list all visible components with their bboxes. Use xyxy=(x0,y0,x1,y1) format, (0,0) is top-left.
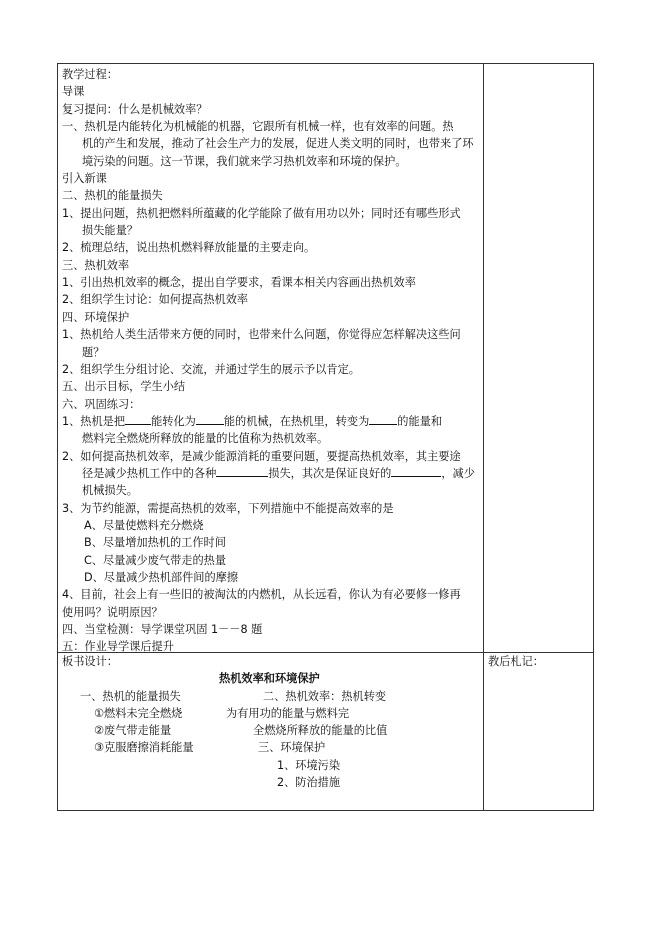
board-section-2: 二、热机效率：热机转变 xyxy=(263,690,387,703)
question-1 xyxy=(62,413,480,430)
option-b: B、尽量增加热机的工作时间 xyxy=(84,536,226,550)
question-4: 4、目前，社会上有一些旧的被淘汰的内燃机，从长远看，你认为有必要修一修再 xyxy=(62,588,461,602)
board-section-2-line: 全燃烧所释放的能量的比值 xyxy=(253,724,388,737)
question-4-cont: 使用吗？说明原因？ xyxy=(62,605,163,619)
answer-blank xyxy=(196,413,224,425)
text-line: 二、热机的能量损失 xyxy=(62,189,163,203)
column-divider xyxy=(483,64,484,810)
answer-blank xyxy=(391,465,441,477)
board-item: ②废气带走能量 xyxy=(94,724,172,737)
board-label: 板书设计： xyxy=(62,655,118,668)
text-line: 1、提出问题，热机把燃料所蕴藏的化学能除了做有用功以外；同时还有哪些形式 xyxy=(62,206,461,220)
text-line: 一、热机是内能转化为机械能的机器，它跟所有机械一样，也有效率的问题。热 xyxy=(62,120,454,134)
board-item: ③克服磨擦消耗能量 xyxy=(94,741,194,754)
text-line: 六、巩固练习： xyxy=(62,397,141,411)
text-line: 损失能量？ xyxy=(82,224,138,238)
board-section-1: 一、热机的能量损失 xyxy=(80,690,181,703)
process-lines xyxy=(62,83,480,413)
board-section-3: 三、环境保护 xyxy=(258,741,326,754)
q1-text: 能的机械，在热机里，转变为 xyxy=(223,414,370,428)
answer-blank xyxy=(369,413,397,425)
text-line: 1、热机给人类生活带来方便的同时，也带来什么问题，你觉得应怎样解决这些问 xyxy=(62,328,461,342)
option-a: A、尽量使燃料充分燃烧 xyxy=(84,518,204,532)
board-item: ①燃料未完全燃烧 xyxy=(94,707,183,720)
q1-text: 的能量和 xyxy=(397,414,443,428)
text-line: 2、梳理总结，说出热机燃料释放能量的主要走向。 xyxy=(62,241,316,255)
answer-blank xyxy=(216,465,268,477)
option-c: C、尽量减少废气带走的热量 xyxy=(84,553,227,567)
board-section-3-item: 2、防治措施 xyxy=(277,776,341,789)
q2-text: 径是减少热机工作中的各种 xyxy=(82,466,217,480)
classroom-test: 四、当堂检测：导学课堂巩固 1－－8 题 xyxy=(62,623,263,636)
text-line: 机的产生和发展，推动了社会生产力的发展，促进人类文明的同时，也带来了环 xyxy=(82,137,474,151)
board-title: 热机效率和环境保护 xyxy=(219,672,320,685)
text-line: 三、热机效率 xyxy=(62,258,130,272)
homework: 五：作业导学课后提升 xyxy=(62,640,174,654)
process-label: 教学过程： xyxy=(62,68,118,81)
question-2-end: 机械损失。 xyxy=(82,484,138,498)
question-1-cont: 燃料完全燃烧所释放的能量的比值称为热机效率。 xyxy=(82,432,329,446)
answer-blank xyxy=(125,413,151,425)
text-line: 引入新课 xyxy=(62,172,107,186)
q1-text: 能转化为 xyxy=(151,414,196,428)
text-line: 2、组织学生分组讨论、交流，并通过学生的展示予以肯定。 xyxy=(62,362,360,376)
text-line: 1、引出热机效率的概念，提出自学要求，看课本相关内容画出热机效率 xyxy=(62,276,416,290)
question-2-cont xyxy=(62,465,480,482)
text-line: 五、出示目标，学生小结 xyxy=(62,380,186,394)
question-3: 3、为节约能源，需提高热机的效率，下列措施中不能提高效率的是 xyxy=(62,501,394,515)
option-d: D、尽量减少热机部件间的摩擦 xyxy=(84,570,239,584)
board-design-cell xyxy=(62,653,480,809)
text-line: 四、环境保护 xyxy=(62,310,130,324)
text-line: 境污染的问题。这一节课，我们就来学习热机效率和环境的保护。 xyxy=(82,154,407,168)
lesson-plan-table xyxy=(57,63,594,811)
board-section-2-line: 为有用功的能量与燃料完 xyxy=(226,707,350,720)
text-line: 复习提问：什么是机械效率？ xyxy=(62,102,208,116)
q1-text: 1、热机是把 xyxy=(62,414,126,428)
board-section-3-item: 1、环境污染 xyxy=(277,759,341,772)
text-line: 2、组织学生讨论：如何提高热机效率 xyxy=(62,293,249,307)
q2-text: 损失，其次是保证良好的 xyxy=(268,466,392,480)
reflection-label: 教后札记： xyxy=(488,655,544,668)
text-line: 题？ xyxy=(82,345,105,359)
question-2: 2、如何提高热机效率，是减少能源消耗的重要问题，要提高热机效率，其主要途 xyxy=(62,449,461,463)
teaching-process-cell xyxy=(62,66,480,656)
text-line: 导课 xyxy=(62,85,85,99)
q2-text: ，减少 xyxy=(441,466,475,480)
